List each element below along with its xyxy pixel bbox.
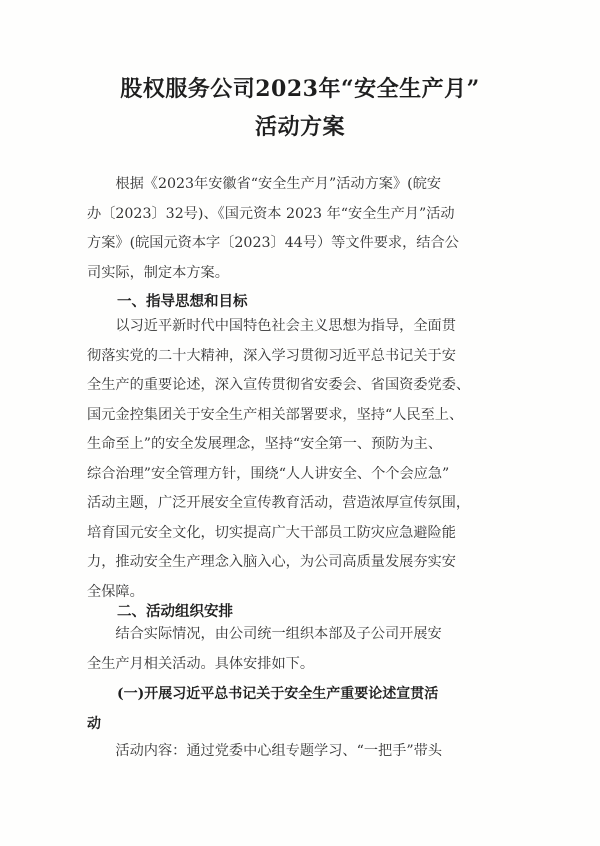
section-1-line: 国元金控集团关于安全生产相关部署要求，坚持“人民至上、 xyxy=(87,406,464,423)
activity-line: 活动内容：通过党委中心组专题学习、“一把手”带头 xyxy=(87,743,443,759)
subsection-1-heading xyxy=(87,680,517,739)
document-title-line-2: 活动方案 xyxy=(254,114,345,140)
section-1-paragraph xyxy=(87,312,513,607)
intro-line: 司实际，制定本方案。 xyxy=(87,264,229,281)
intro-line: 办〔2023〕32号)、《国元资本 2023 年“安全生产月”活动 xyxy=(87,205,455,222)
section-1-line: 彻落实党的二十大精神，深入学习贯彻习近平总书记关于安 xyxy=(87,347,456,364)
section-1-line: 全生产的重要论述，深入宣传贯彻省安委会、省国资委党委、 xyxy=(87,377,471,393)
subsection-1-line: (一)开展习近平总书记关于安全生产重要论述宣贯活 xyxy=(117,686,439,702)
intro-paragraph xyxy=(87,170,513,288)
subsection-1-line: 动 xyxy=(87,715,101,732)
section-1-line: 综合治理”安全管理方针，围绕“人人讲安全、个个会应急” xyxy=(87,465,450,482)
intro-line: 方案》(皖国元资本字〔2023〕44号）等文件要求，结合公 xyxy=(87,235,459,251)
section-1-heading: 一、指导思想和目标 xyxy=(117,294,248,310)
activity-paragraph xyxy=(87,737,513,767)
section-1-line: 全保障。 xyxy=(87,583,144,600)
section-1-line: 培育国元安全文化，切实提高广大干部员工防灾应急避险能 xyxy=(87,524,456,541)
section-2-paragraph xyxy=(87,620,513,679)
section-2-line: 结合实际情况，由公司统一组织本部及子公司开展安 xyxy=(87,626,442,642)
section-2-line: 全生产月相关活动。具体安排如下。 xyxy=(87,655,315,672)
section-2-heading: 二、活动组织安排 xyxy=(117,604,233,620)
document-title-line-1: 股权服务公司2023年“安全生产月” xyxy=(120,76,480,102)
intro-line: 根据《2023年安徽省“安全生产月”活动方案》(皖安 xyxy=(87,176,442,192)
section-1-line: 以习近平新时代中国特色社会主义思想为指导，全面贯 xyxy=(87,318,456,334)
section-1-line: 活动主题，广泛开展安全宣传教育活动，营造浓厚宣传氛围， xyxy=(87,495,471,511)
section-1-line: 生命至上”的安全发展理念，坚持“安全第一、预防为主、 xyxy=(87,436,443,452)
section-1-line: 力，推动安全生产理念入脑入心，为公司高质量发展夯实安 xyxy=(87,554,456,570)
